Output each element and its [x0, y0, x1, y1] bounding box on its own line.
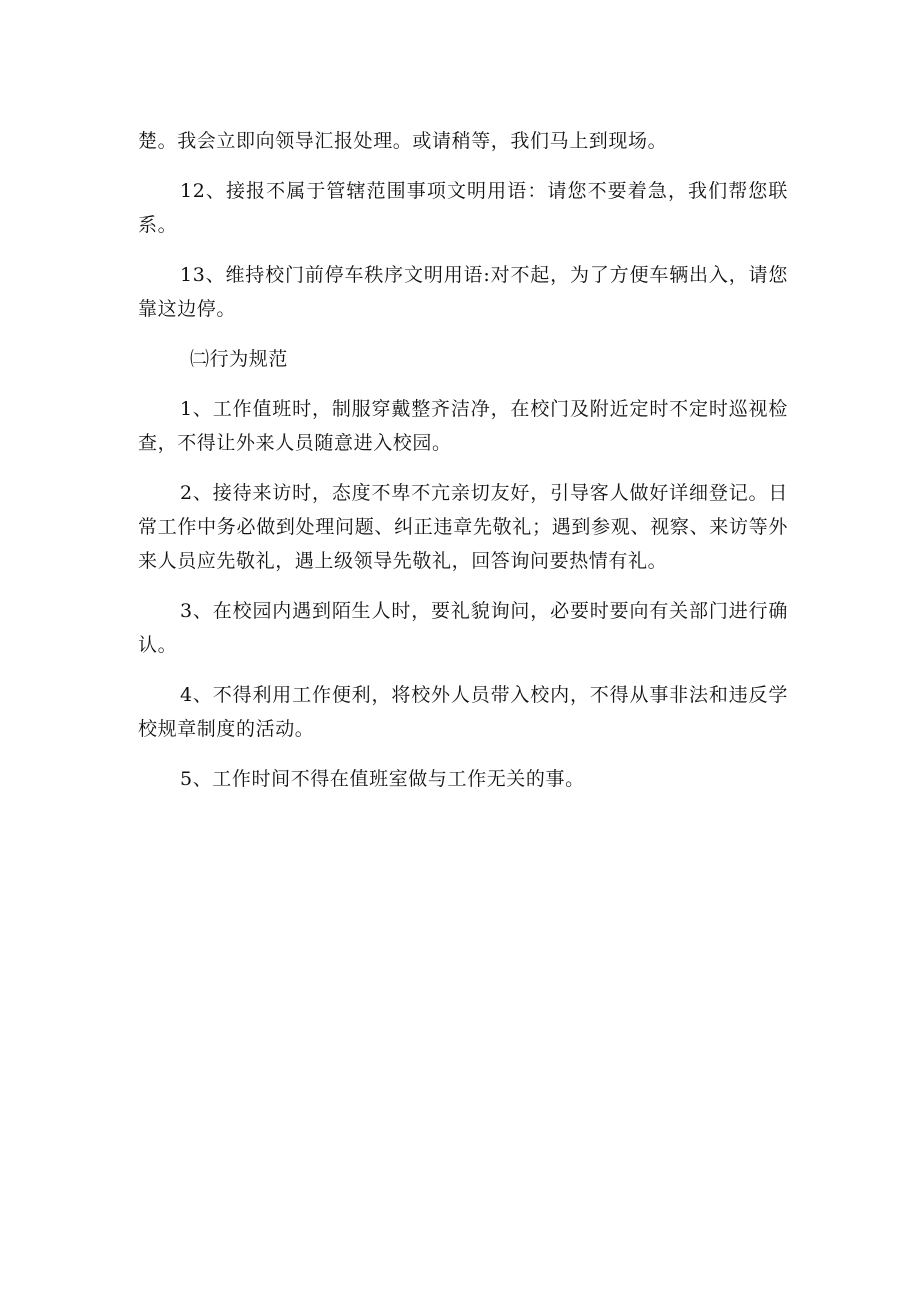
rule-item-2: 2、接待来访时，态度不卑不亢亲切友好，引导客人做好详细登记。日常工作中务必做到处理问题、纠正违章先敬礼；遇到参观、视察、来访等外来人员应先敬礼，遇上级领导先敬礼，回答询问要热情有礼。	[138, 482, 788, 572]
rule-item-5: 5、工作时间不得在值班室做与工作无关的事。	[180, 768, 585, 790]
document-body	[138, 124, 788, 812]
paragraph-item-13: 13、维持校门前停车秩序文明用语:对不起，为了方便车辆出入，请您靠这边停。	[138, 264, 788, 320]
section-heading-conduct: ㈡行为规范	[190, 348, 289, 370]
rule-item-1: 1、工作值班时，制服穿戴整齐洁净，在校门及附近定时不定时巡视检查，不得让外来人员随意进入校园。	[138, 398, 788, 454]
paragraph-continuation: 楚。我会立即向领导汇报处理。或请稍等，我们马上到现场。	[138, 130, 668, 152]
rule-item-4: 4、不得利用工作便利，将校外人员带入校内，不得从事非法和违反学校规章制度的活动。	[138, 684, 788, 740]
paragraph-item-12: 12、接报不属于管辖范围事项文明用语：请您不要着急，我们帮您联系。	[138, 180, 788, 236]
rule-item-3: 3、在校园内遇到陌生人时，要礼貌询问，必要时要向有关部门进行确认。	[138, 600, 788, 656]
